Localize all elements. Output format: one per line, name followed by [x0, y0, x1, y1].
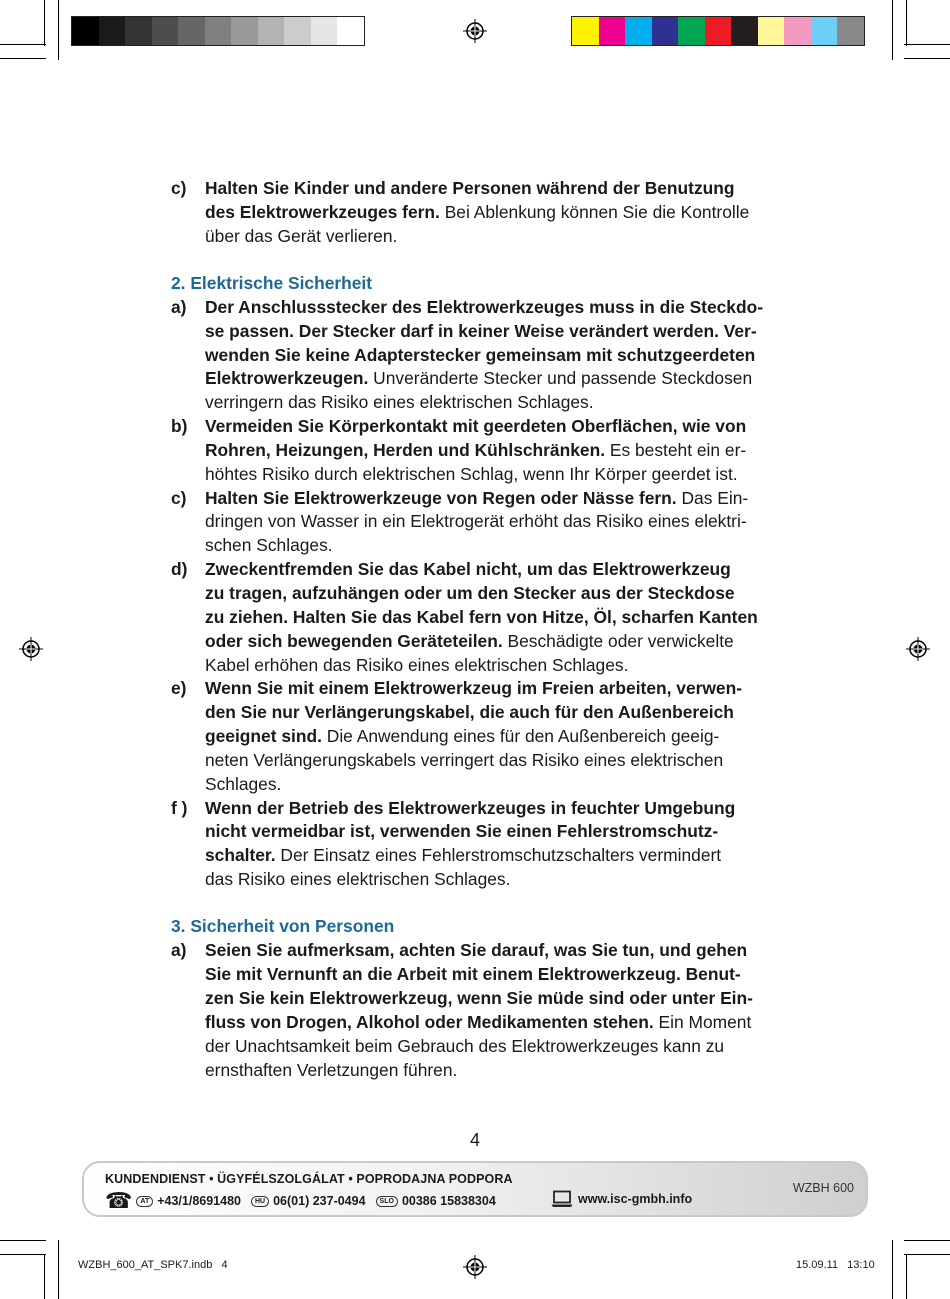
crop-mark: [0, 1254, 46, 1255]
color-swatch: [758, 17, 785, 45]
list-item: [171, 296, 783, 415]
color-swatch: [705, 17, 732, 45]
country-code-badge: AT: [136, 1196, 153, 1207]
print-slug-date: 15.09.11 13:10: [796, 1259, 875, 1271]
crop-mark: [892, 1240, 893, 1299]
item-label: c): [171, 487, 187, 508]
crop-mark: [0, 44, 46, 45]
list-item: [171, 415, 783, 487]
footer-contacts: [105, 1188, 496, 1213]
crop-mark: [892, 0, 893, 60]
crop-mark: [44, 1254, 45, 1299]
color-swatch: [337, 17, 364, 45]
item-text: Vermeiden Sie Körperkontakt mit geerdeten Oberflächen, wie von Rohren, Heizungen, Herden und Kühlschränken. Es besteht ein er- höhtes Risiko durch elektrischen Schlag, wenn Ihr Körper geerdet ist.: [205, 416, 747, 484]
item-text: Zweckentfremden Sie das Kabel nicht, um das Elektrowerkzeug zu tragen, aufzuhängen oder um den Stecker aus der Steckdose zu ziehen. Halten Sie das Kabel fern von Hitze, Öl, scharfen Kanten oder sich bewegenden Geräteteilen. Beschädigte oder verwickelte Kabel erhöhen das Risiko eines elektrischen Schlages.: [205, 559, 758, 675]
crop-mark: [904, 1254, 950, 1255]
laptop-icon: [551, 1190, 573, 1208]
color-swatch: [178, 17, 205, 45]
section-3-items: [171, 939, 783, 1082]
registration-mark-icon: [906, 637, 930, 661]
footer-title: KUNDENDIENST • ÜGYFÉLSZOLGÁLAT • POPRODAJNA PODPORA: [105, 1172, 513, 1186]
item-text: Halten Sie Elektrowerkzeuge von Regen oder Nässe fern. Das Ein- dringen von Wasser in ein Elektrogerät erhöht das Risiko eines elektri- schen Schlages.: [205, 487, 749, 556]
color-swatch: [678, 17, 705, 45]
list-item: [171, 677, 783, 796]
phone-number: +43/1/8691480: [157, 1194, 241, 1208]
color-swatch: [152, 17, 179, 45]
crop-mark: [906, 1254, 907, 1299]
color-swatch: [258, 17, 285, 45]
color-swatch: [99, 17, 126, 45]
color-swatch: [784, 17, 811, 45]
country-code-badge: HU: [251, 1196, 269, 1207]
footer-website: [551, 1190, 692, 1208]
crop-mark: [0, 1240, 46, 1241]
item-label: e): [171, 678, 187, 699]
color-swatch: [284, 17, 311, 45]
page-number: 4: [469, 1130, 480, 1150]
color-swatch: [311, 17, 338, 45]
section-heading-personal-safety: 3. Sicherheit von Personen: [171, 916, 395, 937]
crop-mark: [904, 44, 950, 45]
crop-mark: [904, 1240, 950, 1241]
item-label: d): [171, 559, 188, 580]
item-label: a): [171, 940, 187, 961]
print-slug-file: WZBH_600_AT_SPK7.indb 4: [78, 1259, 228, 1271]
crop-mark: [0, 58, 46, 59]
list-item: [171, 558, 783, 677]
website-link[interactable]: www.isc-gmbh.info: [578, 1192, 693, 1206]
list-item: [171, 797, 783, 892]
registration-mark-icon: [19, 637, 43, 661]
section-heading-electrical-safety: 2. Elektrische Sicherheit: [171, 273, 373, 294]
color-swatch: [599, 17, 626, 45]
color-swatch: [205, 17, 232, 45]
section-1-continuation: [171, 177, 783, 249]
country-code-badge: SLO: [376, 1196, 398, 1207]
crop-mark: [906, 0, 907, 46]
color-swatch: [625, 17, 652, 45]
color-swatch: [837, 17, 864, 45]
phone-icon: ☎: [105, 1188, 133, 1213]
section-2-items: [171, 296, 783, 892]
color-swatch: [231, 17, 258, 45]
color-swatch: [652, 17, 679, 45]
registration-mark-icon: [463, 1255, 487, 1279]
crop-mark: [44, 0, 45, 46]
grayscale-color-bar: [71, 16, 365, 46]
service-footer: [82, 1161, 868, 1217]
color-swatch: [72, 17, 99, 45]
list-item: [171, 177, 783, 249]
item-text: Halten Sie Kinder und andere Personen während der Benutzung des Elektrowerkzeuges fern. Bei Ablenkung können Sie die Kontrolle über das Gerät verlieren.: [205, 178, 750, 246]
list-item: [171, 939, 783, 1082]
color-swatch: [811, 17, 838, 45]
item-text: Wenn der Betrieb des Elektrowerkzeuges in feuchter Umgebung nicht vermeidbar ist, verwenden Sie einen Fehlerstromschutz- schalter. Der Einsatz eines Fehlerstromschutzschalters vermindert das Risiko eines elektrischen Schlages.: [205, 797, 736, 890]
crop-mark: [58, 0, 59, 60]
phone-number: 00386 15838304: [401, 1194, 496, 1208]
item-label: f ): [171, 797, 188, 818]
color-swatch: [731, 17, 758, 45]
color-swatch: [572, 17, 599, 45]
registration-mark-icon: [463, 19, 487, 43]
page-body: [171, 177, 783, 1082]
color-swatch: [125, 17, 152, 45]
list-item: [171, 487, 783, 559]
item-label: a): [171, 296, 187, 317]
phone-number: 06(01) 237-0494: [273, 1194, 366, 1208]
item-text: Seien Sie aufmerksam, achten Sie darauf, was Sie tun, und gehen Sie mit Vernunft an die Arbeit mit einem Elektrowerkzeug. Benut- zen Sie kein Elektrowerkzeug, wenn Sie müde sind oder unter Ein- fluss von Drogen, Alkohol oder Medikamenten stehen. Ein Moment der Unachtsamkeit beim Gebrauch des Elektrowerkzeuges kann zu ernsthaften Verletzungen führen.: [205, 940, 753, 1080]
item-text: Der Anschlussstecker des Elektrowerkzeuges muss in die Steckdo- se passen. Der Stecker darf in keiner Weise verändert werden. Ver- wenden Sie keine Adapterstecker gemeinsam mit schutzgeerdeten Elektrowerkzeugen. Unveränderte Stecker und passende Steckdosen verringern das Risiko eines elektrischen Schlages.: [205, 296, 764, 413]
item-label: c): [171, 178, 187, 198]
crop-mark: [904, 58, 950, 59]
process-color-bar: [571, 16, 865, 46]
crop-mark: [58, 1240, 59, 1299]
item-text: Wenn Sie mit einem Elektrowerkzeug im Freien arbeiten, verwen- den Sie nur Verlängerungskabel, die auch für den Außenbereich geeignet sind. Die Anwendung eines für den Außenbereich geeig- neten Verlängerungskabels verringert das Risiko eines elektrischen Schlages.: [205, 678, 743, 794]
item-label: b): [171, 416, 188, 437]
model-number: WZBH 600: [792, 1181, 854, 1195]
